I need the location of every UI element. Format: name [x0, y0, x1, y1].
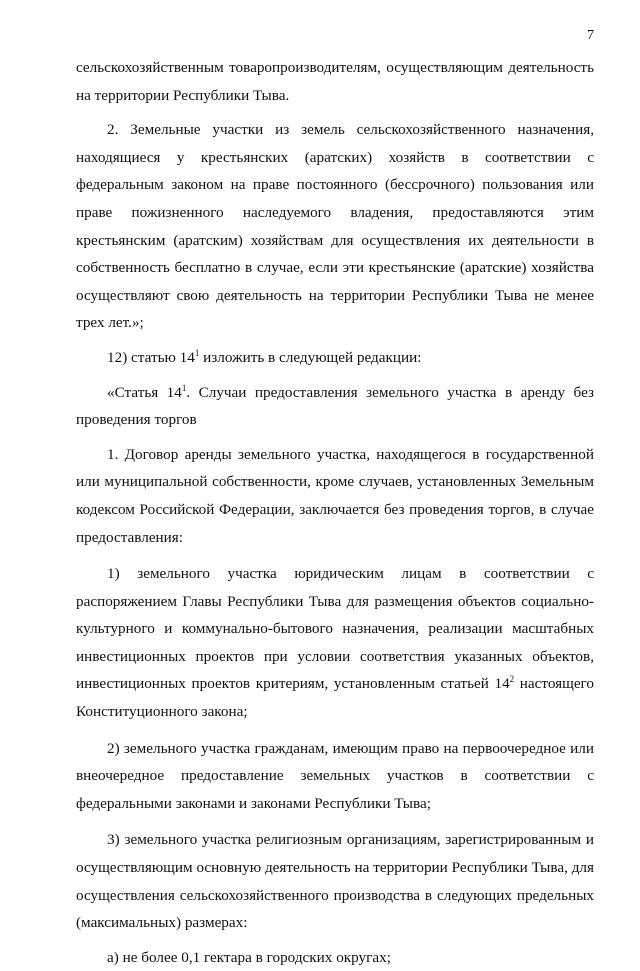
- amendment-text-start: 12) статью 14: [107, 348, 195, 366]
- subclause-1-text-start: 1) земельного участка юридическим лицам в соответствии с распоряжением Главы Республики Тыва для размещения объектов социально-культурного и коммунально-бытового назначения, реализации масштабных инвестиционных проектов при условии соответствия указанных объектов, инвестиционных проектов критериям, установленным статьей 14: [76, 565, 594, 693]
- document-body: [76, 54, 594, 971]
- paragraph-continuation: сельскохозяйственным товаропроизводителям, осуществляющим деятельность на территории Республики Тыва.: [76, 59, 594, 104]
- article-heading: [76, 379, 594, 434]
- paragraph-clause-1: 1. Договор аренды земельного участка, находящегося в государственной или муниципальной собственности, кроме случаев, установленных Земельным кодексом Российской Федерации, заключается без проведения торгов, в случае предоставления:: [76, 445, 594, 546]
- superscript: 2: [509, 674, 515, 685]
- paragraph-amendment-12: [76, 344, 594, 372]
- paragraph-subclause-1: [76, 560, 594, 726]
- paragraph-subclause-a: а) не более 0,1 гектара в городских округах;: [107, 948, 391, 966]
- amendment-text-end: изложить в следующей редакции:: [199, 348, 422, 366]
- page-number: 7: [587, 28, 594, 43]
- paragraph-item-2: 2. Земельные участки из земель сельскохозяйственного назначения, находящиеся у крестьянских (аратских) хозяйств в соответствии с федеральным законом на праве постоянного (бессрочного) пользования или праве пожизненного наследуемого владения, предоставляются этим крестьянским (аратским) хозяйствам для осуществления их деятельности в собственность бесплатно в случае, если эти крестьянские (аратские) хозяйства осуществляют свою деятельность на территории Республики Тыва не менее трех лет.»;: [76, 121, 594, 332]
- superscript: 1: [194, 347, 200, 358]
- subclause-1-text-end: настоящего Конституционного закона;: [76, 675, 595, 721]
- paragraph-subclause-2: 2) земельного участка гражданам, имеющим право на первоочередное или внеочередное предоставление земельных участков в соответствии с федеральными законами и законами Республики Тыва;: [76, 739, 594, 812]
- paragraph-subclause-3: 3) земельного участка религиозным организациям, зарегистрированным и осуществляющим основную деятельность на территории Республики Тыва, для осуществления сельскохозяйственного производства в следующих предельных (максимальных) размерах:: [76, 831, 594, 932]
- article-heading-start: «Статья 14: [107, 383, 182, 401]
- article-heading-end: . Случаи предоставления земельного участка в аренду без проведения торгов: [76, 383, 594, 429]
- superscript: 1: [181, 382, 187, 393]
